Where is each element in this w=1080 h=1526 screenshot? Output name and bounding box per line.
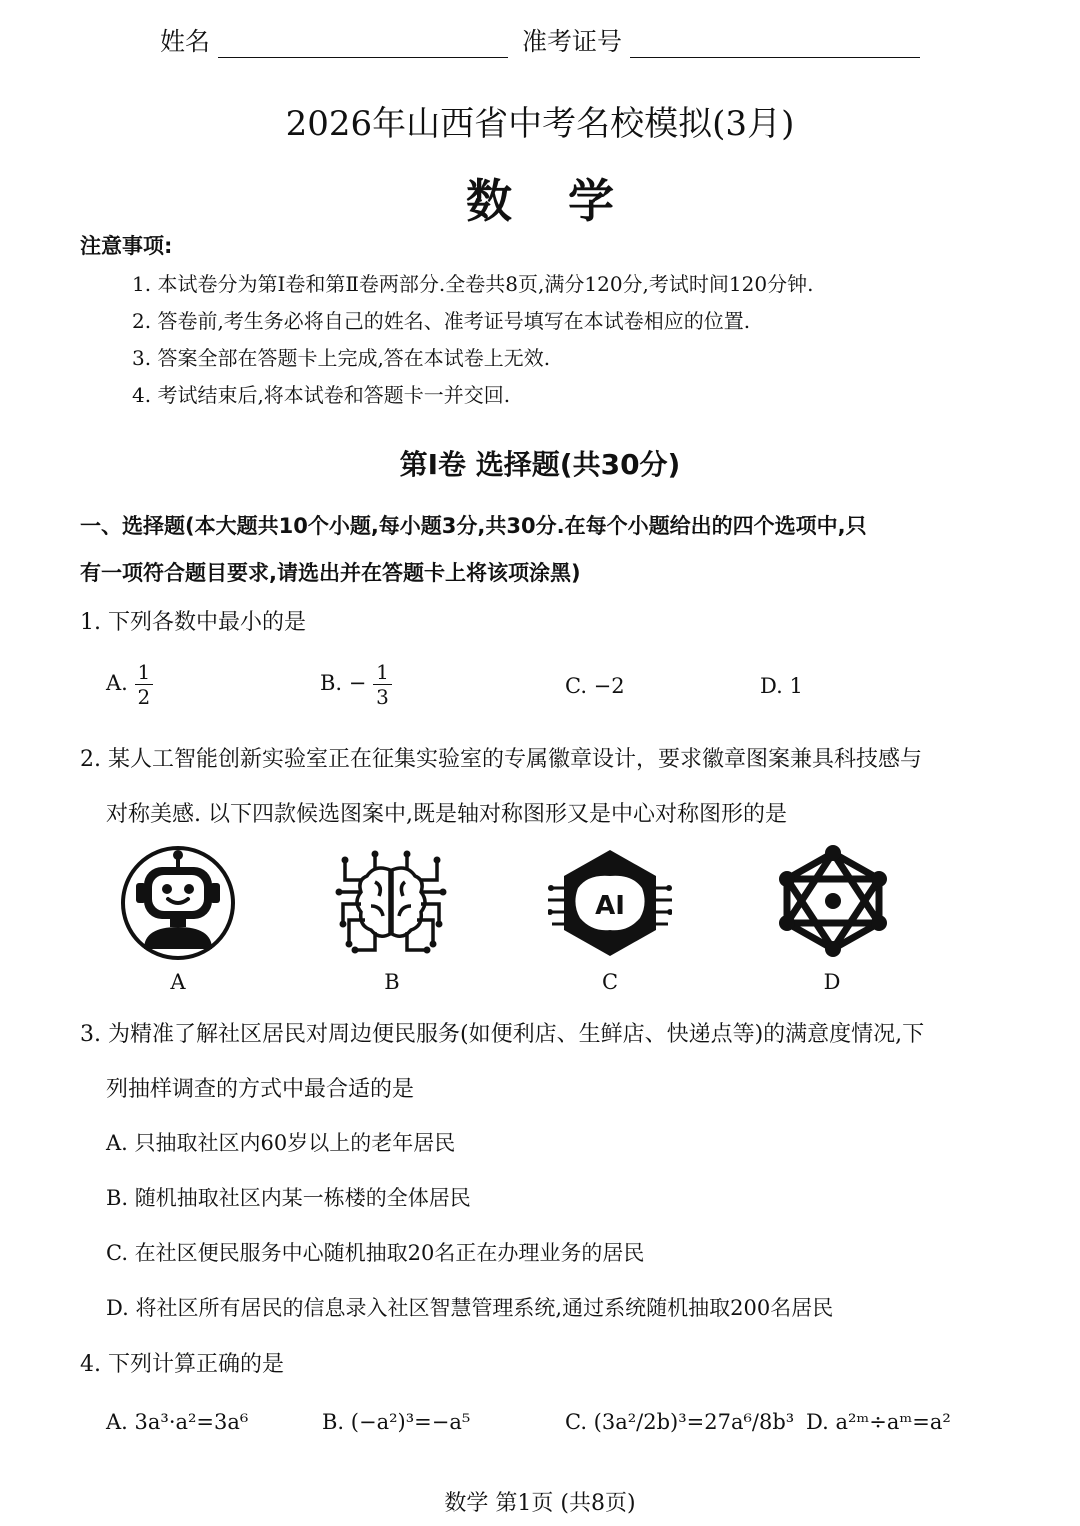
- notice-item: 1. 本试卷分为第Ⅰ卷和第Ⅱ卷两部分.全卷共8页,满分120分,考试时间120分钟.: [132, 272, 814, 296]
- q4-option-d: D. a²ᵐ÷aᵐ=a²: [806, 1410, 951, 1434]
- brain-circuit-icon: [335, 850, 447, 956]
- svg-text:AI: AI: [595, 891, 625, 921]
- notice-heading: 注意事项:: [80, 234, 173, 258]
- exam-id-field: [522, 22, 920, 58]
- ai-hexagon-icon: [548, 848, 672, 958]
- part1-title: 第Ⅰ卷 选择题(共30分): [399, 448, 681, 481]
- page-footer: 数学 第1页 (共8页): [444, 1491, 636, 1516]
- q3-option-c: C. 在社区便民服务中心随机抽取20名正在办理业务的居民: [106, 1241, 645, 1265]
- name-label: 姓名: [160, 27, 211, 56]
- q4-option-b: B. (−a²)³=−a⁵: [322, 1410, 471, 1434]
- fraction: $\frac{1}{2}$: [135, 662, 154, 707]
- section-instructions: 一、选择题(本大题共10个小题,每小题3分,共30分.在每个小题给出的四个选项中,只: [80, 514, 867, 538]
- fraction: $\frac{1}{3}$: [373, 662, 392, 707]
- exam-id-label: 准考证号: [522, 27, 623, 56]
- q3-stem: 3. 为精准了解社区居民对周边便民服务(如便利店、生鲜店、快递点等)的满意度情况,下: [80, 1022, 925, 1047]
- exam-title: 2026年山西省中考名校模拟(3月): [285, 104, 795, 144]
- figure-label-d: D: [823, 970, 841, 994]
- figure-label-b: B: [384, 970, 400, 994]
- q1-option-c: C. −2: [565, 674, 625, 698]
- q1-option-d: D. 1: [760, 674, 803, 698]
- q3-option-d: D. 将社区所有居民的信息录入社区智慧管理系统,通过系统随机抽取200名居民: [106, 1296, 834, 1320]
- q4-stem: 4. 下列计算正确的是: [80, 1352, 284, 1377]
- notice-item: 2. 答卷前,考生务必将自己的姓名、准考证号填写在本试卷相应的位置.: [132, 309, 751, 333]
- figure-label-c: C: [601, 970, 619, 994]
- name-field: [160, 22, 508, 58]
- notice-item: 4. 考试结束后,将本试卷和答题卡一并交回.: [132, 383, 511, 407]
- q2-stem: 2. 某人工智能创新实验室正在征集实验室的专属徽章设计，要求徽章图案兼具科技感与: [80, 747, 922, 772]
- q3-option-a: A. 只抽取社区内60岁以上的老年居民: [106, 1131, 456, 1155]
- robot-badge-icon: [120, 845, 236, 961]
- q1-stem: 1. 下列各数中最小的是: [80, 610, 306, 635]
- exam-id-blank: [630, 31, 920, 58]
- q3-option-b: B. 随机抽取社区内某一栋楼的全体居民: [106, 1186, 471, 1210]
- name-blank: [218, 31, 508, 58]
- q1-option-a: A. $\frac{1}{2}$: [106, 662, 153, 707]
- q1-option-b: B. − $\frac{1}{3}$: [320, 662, 392, 707]
- subject-title: 数学: [466, 174, 670, 228]
- figure-label-a: A: [170, 970, 186, 994]
- section-instructions-cont: 有一项符合题目要求,请选出并在答题卡上将该项涂黑): [80, 561, 581, 585]
- q4-option-a: A. 3a³·a²=3a⁶: [106, 1410, 249, 1434]
- q3-stem-cont: 列抽样调查的方式中最合适的是: [106, 1077, 415, 1102]
- notice-item: 3. 答案全部在答题卡上完成,答在本试卷上无效.: [132, 346, 551, 370]
- q4-option-c: C. (3a²/2b)³=27a⁶/8b³: [565, 1410, 795, 1434]
- network-node-icon: [775, 845, 891, 957]
- q2-stem-cont: 对称美感. 以下四款候选图案中,既是轴对称图形又是中心对称图形的是: [106, 802, 787, 827]
